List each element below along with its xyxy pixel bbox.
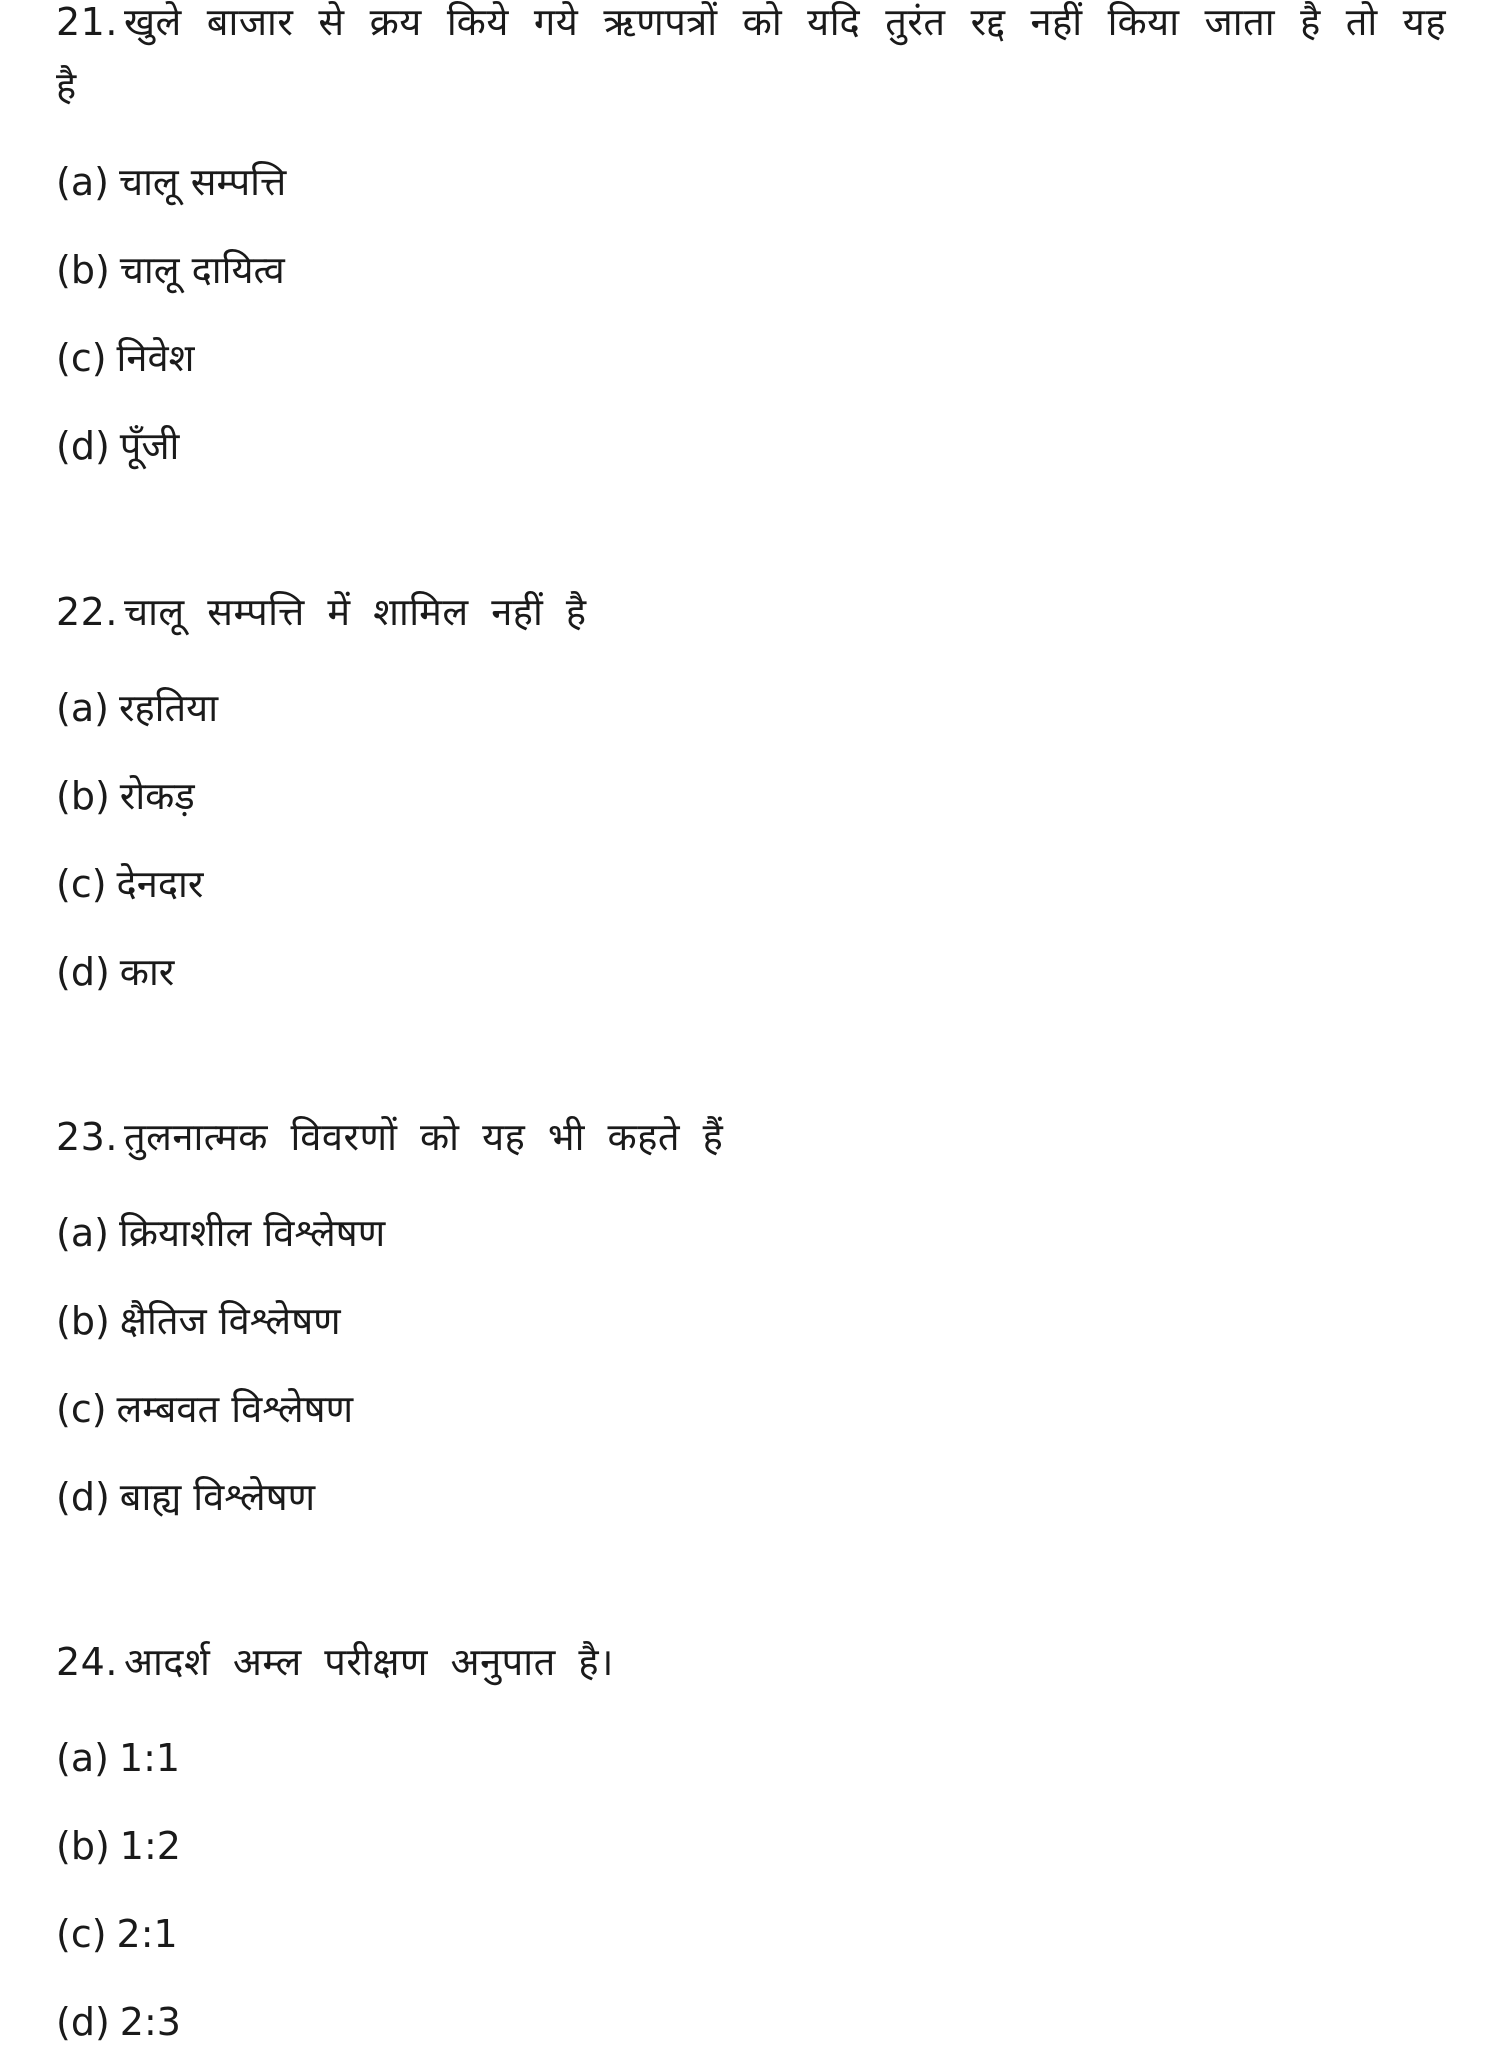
option-b <box>56 246 1446 294</box>
option-text: चालू सम्पत्ति <box>118 160 287 204</box>
question-22 <box>56 580 1446 996</box>
option-c <box>56 334 1446 382</box>
question-number: 21. <box>56 0 118 44</box>
option-letter: (a) <box>56 1736 109 1780</box>
option-text: क्षैतिज विश्लेषण <box>119 1299 341 1343</box>
question-text <box>56 1630 1446 1694</box>
option-text: कार <box>119 950 175 994</box>
option-text: रोकड़ <box>119 774 195 818</box>
question-number: 22. <box>56 590 118 634</box>
option-list <box>56 1209 1446 1521</box>
option-text: क्रियाशील विश्लेषण <box>118 1211 386 1255</box>
option-a <box>56 158 1446 206</box>
option-letter: (d) <box>56 950 110 994</box>
option-c <box>56 860 1446 908</box>
option-letter: (c) <box>56 862 107 906</box>
option-text: देनदार <box>116 862 204 906</box>
option-text: बाह्य विश्लेषण <box>119 1475 316 1519</box>
option-a <box>56 684 1446 732</box>
option-text: 2:1 <box>116 1912 178 1956</box>
option-a <box>56 1734 1446 1782</box>
option-letter: (a) <box>56 1211 109 1255</box>
question-23 <box>56 1105 1446 1521</box>
option-b <box>56 1822 1446 1870</box>
option-b <box>56 1297 1446 1345</box>
question-number: 24. <box>56 1640 118 1684</box>
option-letter: (a) <box>56 160 109 204</box>
question-stem: खुले बाजार से क्रय किये गये ऋणपत्रों को यदि तुरंत रद्द नहीं किया जाता है तो यह है <box>56 0 1446 108</box>
option-text: लम्बवत विश्लेषण <box>116 1387 354 1431</box>
option-letter: (d) <box>56 2000 110 2044</box>
option-d <box>56 1473 1446 1521</box>
option-text: 2:3 <box>119 2000 181 2044</box>
option-letter: (d) <box>56 1475 110 1519</box>
option-c <box>56 1385 1446 1433</box>
option-letter: (c) <box>56 1912 107 1956</box>
option-text: 1:2 <box>119 1824 181 1868</box>
option-text: चालू दायित्व <box>119 248 285 292</box>
option-list <box>56 1734 1446 2046</box>
option-text: रहतिया <box>118 686 219 730</box>
option-b <box>56 772 1446 820</box>
option-list <box>56 158 1446 470</box>
option-d <box>56 422 1446 470</box>
option-letter: (b) <box>56 774 110 818</box>
question-stem: चालू सम्पत्ति में शामिल नहीं है <box>123 590 587 634</box>
option-d <box>56 948 1446 996</box>
option-letter: (d) <box>56 424 110 468</box>
option-d <box>56 1998 1446 2046</box>
question-21 <box>56 0 1446 470</box>
option-letter: (b) <box>56 248 110 292</box>
question-stem: तुलनात्मक विवरणों को यह भी कहते हैं <box>123 1115 724 1159</box>
question-stem: आदर्श अम्ल परीक्षण अनुपात है। <box>123 1640 614 1684</box>
question-24 <box>56 1630 1446 2046</box>
option-letter: (c) <box>56 336 107 380</box>
option-a <box>56 1209 1446 1257</box>
question-text <box>56 0 1446 118</box>
option-letter: (a) <box>56 686 109 730</box>
question-text <box>56 1105 1446 1169</box>
option-text: निवेश <box>116 336 195 380</box>
option-c <box>56 1910 1446 1958</box>
option-letter: (b) <box>56 1824 110 1868</box>
question-text <box>56 580 1446 644</box>
option-letter: (b) <box>56 1299 110 1343</box>
option-text: 1:1 <box>118 1736 181 1780</box>
option-list <box>56 684 1446 996</box>
option-letter: (c) <box>56 1387 107 1431</box>
question-number: 23. <box>56 1115 118 1159</box>
option-text: पूँजी <box>119 424 180 468</box>
